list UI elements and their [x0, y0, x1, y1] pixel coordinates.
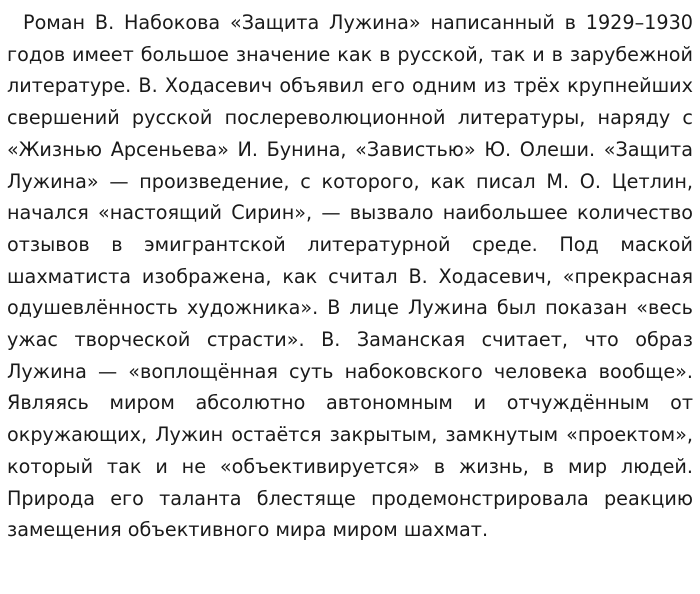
body-paragraph: Роман В. Набокова «Защита Лужина» написанный в 1929–1930 годов имеет большое значение как в русской, так и в зарубежной литературе. В. Ходасевич объявил его одним из трёх крупнейших свершений русской послереволюционной литературы, наряду с «Жизнью Арсеньева» И. Бунина, «Завистью» Ю. Олеши. «Защита Лужина» — произведение, с которого, как писал М. О. Цетлин, начался «настоящий Сирин», — вызвало наибольшее количество отзывов в эмигрантской литературной среде. Под маской шахматиста изображена, как считал В. Ходасевич, «прекрасная одушевлённость художника». В лице Лужина был показан «весь ужас творческой страсти». В. Заманская считает, что образ Лужина — «воплощённая суть набоковского человека вообще». Являясь миром абсолютно автономным и отчуждённым от окружающих, Лужин остаётся закрытым, замкнутым «проектом», который так и не «объективируется» в жизнь, в мир людей. Природа его таланта блестяще продемонстрировала реакцию замещения объективного мира миром шахмат.: [7, 11, 693, 542]
document-body: [7, 7, 693, 546]
